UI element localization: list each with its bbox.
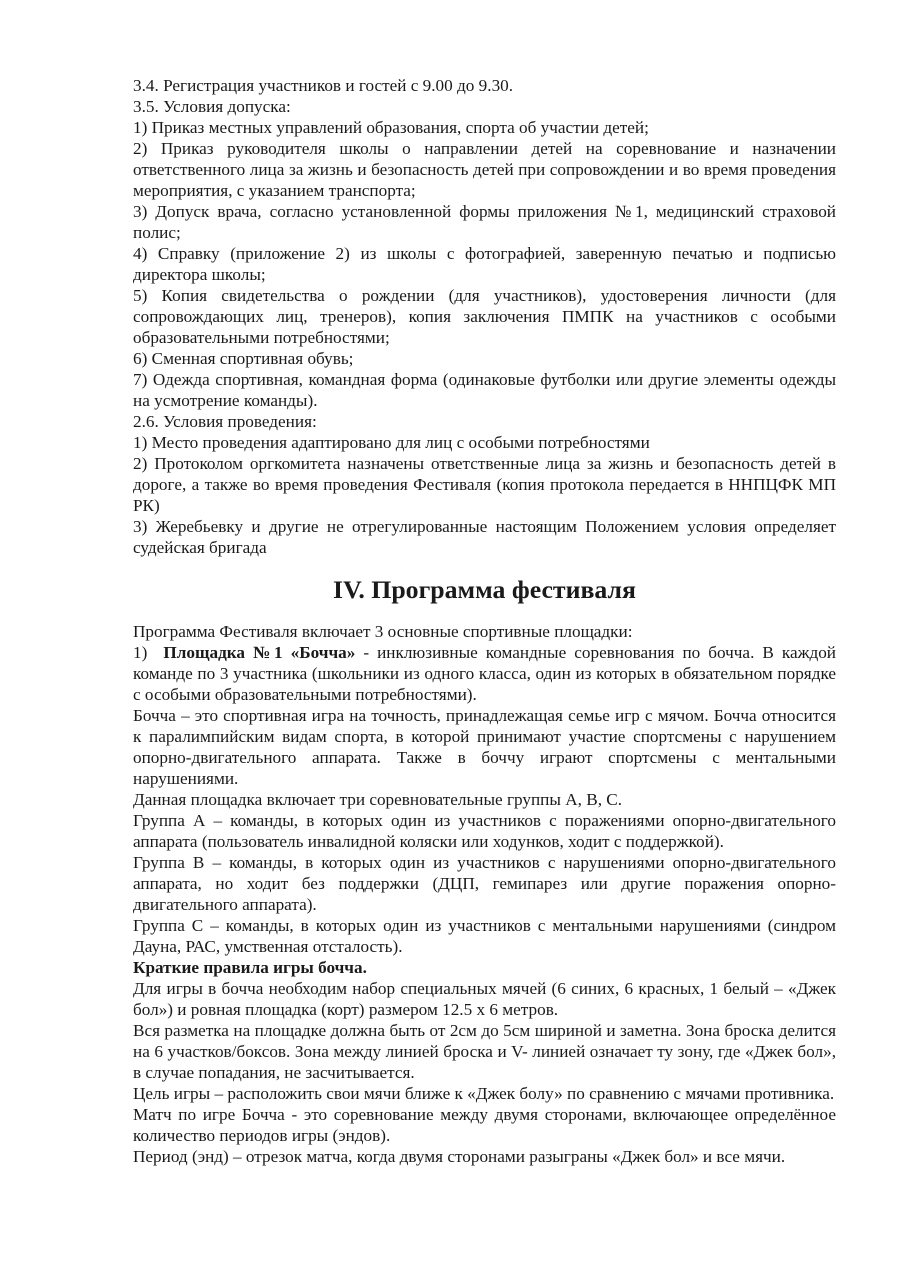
venue-1-number: 1) xyxy=(133,643,164,662)
program-intro: Программа Фестиваля включает 3 основные спортивные площадки: xyxy=(133,622,633,641)
rules-end: Период (энд) – отрезок матча, когда двумя сторонами разыграны «Джек бол» и все мячи. xyxy=(133,1147,786,1166)
admission-item-7: 7) Одежда спортивная, командная форма (одинаковые футболки или другие элементы одежды на усмотрение команды). xyxy=(133,370,836,410)
admission-item-5: 5) Копия свидетельства о рождении (для участников), удостоверения личности (для сопровождающих лиц, тренеров), копия заключения ПМПК на участников с особыми образовательными потребностями; xyxy=(133,286,836,347)
venue-1-description: - инклюзивные командные соревнования по бочча. В каждой команде по 3 участника (школьники из одного класса, один из которых в обязательном порядке с особыми образовательными потребностями). xyxy=(133,643,837,704)
admission-item-1: 1) Приказ местных управлений образования, спорта об участии детей; xyxy=(133,118,649,137)
registration-paragraph: 3.4. Регистрация участников и гостей с 9.00 до 9.30. xyxy=(133,76,514,95)
admission-item-6: 6) Сменная спортивная обувь; xyxy=(133,349,354,368)
rules-goal: Цель игры – расположить свои мячи ближе к «Джек болу» по сравнению с мячами противника. xyxy=(133,1084,835,1103)
rules-markings: Вся разметка на площадке должна быть от 2см до 5см шириной и заметна. Зона броска делится на 6 участков/боксов. Зона между линией броска и V- линией означает ту зону, где «Джек бол», в случае попадания, не засчитывается. xyxy=(133,1021,836,1082)
group-c-description: Группа С – команды, в которых один из участников с ментальными нарушениями (синдром Дауна, РАС, умственная отсталость). xyxy=(133,916,836,956)
rules-match: Матч по игре Бочча - это соревнование между двумя сторонами, включающее определённое количество периодов игры (эндов). xyxy=(133,1105,836,1145)
admission-item-3: 3) Допуск врача, согласно установленной формы приложения №1, медицинский страховой полис; xyxy=(133,202,836,242)
admission-item-4: 4) Справку (приложение 2) из школы с фотографией, заверенную печатью и подписью директора школы; xyxy=(133,244,836,284)
boccia-description: Бочча – это спортивная игра на точность, принадлежащая семье игр с мячом. Бочча относится к паралимпийским видам спорта, в которой принимают участие спортсмены с нарушением опорно-двигательного аппарата. Также в боччу играют спортсмены с ментальными нарушениями. xyxy=(133,706,836,788)
venue-1-title: Площадка №1 «Бочча» xyxy=(163,643,356,662)
holding-item-3: 3) Жеребьевку и другие не отрегулированные настоящим Положением условия определяет судейская бригада xyxy=(133,517,836,557)
rules-equipment: Для игры в бочча необходим набор специальных мячей (6 синих, 6 красных, 1 белый – «Джек бол») и ровная площадка (корт) размером 12.5 х 6 метров. xyxy=(133,979,836,1019)
rules-heading-text: Краткие правила игры бочча. xyxy=(133,958,367,977)
group-a-description: Группа А – команды, в которых один из участников с поражениями опорно-двигательного аппарата (пользователь инвалидной коляски или ходунков, ходит с поддержкой). xyxy=(133,811,836,851)
rules-heading xyxy=(133,957,836,978)
holding-conditions-heading: 2.6. Условия проведения: xyxy=(133,412,317,431)
groups-intro: Данная площадка включает три соревновательные группы A, B, C. xyxy=(133,790,623,809)
holding-item-2: 2) Протоколом оргкомитета назначены ответственные лица за жизнь и безопасность детей в дороге, а также во время проведения Фестиваля (копия протокола передается в ННПЦФК МП РК) xyxy=(133,454,836,515)
group-b-description: Группа В – команды, в которых один из участников с нарушениями опорно-двигательного аппарата, но ходит без поддержки (ДЦП, гемипарез или другие поражения опорно-двигательного аппарата). xyxy=(133,853,836,914)
admission-conditions-heading: 3.5. Условия допуска: xyxy=(133,97,291,116)
section-heading: IV. Программа фестиваля xyxy=(333,575,636,604)
admission-item-2: 2) Приказ руководителя школы о направлении детей на соревнование и назначении ответственного лица за жизнь и безопасность детей при сопровождении и во время проведения мероприятия, с указанием транспорта; xyxy=(133,139,836,200)
holding-item-1: 1) Место проведения адаптировано для лиц с особыми потребностями xyxy=(133,433,650,452)
document-page xyxy=(133,75,836,1167)
venue-1-paragraph xyxy=(133,642,836,705)
